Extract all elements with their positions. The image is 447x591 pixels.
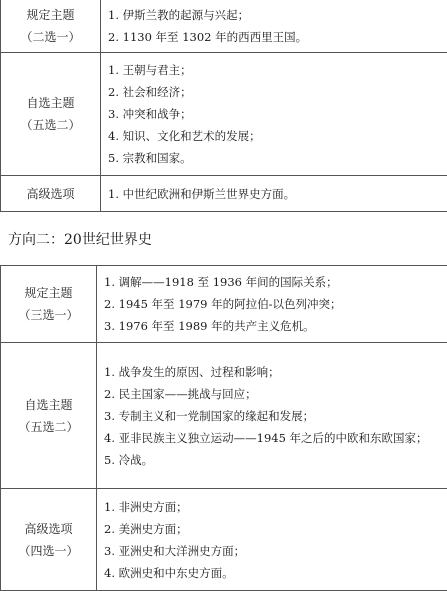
table-row [1,266,447,343]
items-cell [97,266,447,343]
list-item: 2. 美洲史方面； [104,518,447,540]
category-cell [1,176,101,212]
list-item: 1. 非洲史方面； [104,496,447,518]
category-line: （二选一） [1,26,100,48]
list-item: 4. 亚非民族主义独立运动——1945 年之后的中欧和东欧国家； [104,427,447,449]
category-cell [1,53,101,176]
list-item: 2. 1130 年至 1302 年的西西里王国。 [108,26,447,48]
curriculum-table-2 [0,265,447,591]
items-cell [97,489,447,591]
list-item: 5. 宗教和国家。 [108,147,447,169]
list-item: 5. 冷战。 [104,449,447,471]
list-item: 2. 1945 年至 1979 年的阿拉伯-以色列冲突； [104,293,447,315]
list-item: 2. 社会和经济； [108,81,447,103]
category-line: 规定主题 [1,4,100,26]
category-cell [1,0,101,53]
list-item: 3. 1976 年至 1989 年的共产主义危机。 [104,315,447,337]
items-cell [101,0,447,53]
list-item: 1. 战争发生的原因、过程和影响； [104,361,447,383]
category-line: 自选主题 [1,394,96,416]
list-item: 2. 民主国家——挑战与回应； [104,383,447,405]
category-line: （五选二） [1,114,100,136]
category-line: 高级选项 [1,183,100,205]
category-line: （四选一） [1,540,96,562]
category-line: 规定主题 [1,282,96,304]
list-item: 1. 伊斯兰教的起源与兴起； [108,4,447,26]
list-item: 1. 调解——1918 至 1936 年间的国际关系； [104,271,447,293]
list-item: 4. 知识、文化和艺术的发展； [108,125,447,147]
items-cell [97,343,447,489]
list-item: 3. 专制主义和一党制国家的缘起和发展； [104,405,447,427]
list-item: 3. 亚洲史和大洋洲史方面； [104,540,447,562]
list-item: 1. 中世纪欧洲和伊斯兰世界史方面。 [108,183,447,205]
section-heading: 方向二：20世纪世界史 [8,230,152,250]
category-line: （三选一） [1,304,96,326]
items-cell [101,53,447,176]
category-cell [1,266,97,343]
table-row [1,343,447,489]
category-line: 高级选项 [1,518,96,540]
items-cell [101,176,447,212]
table-row [1,176,447,212]
category-cell [1,343,97,489]
category-line: 自选主题 [1,92,100,114]
category-line: （五选二） [1,416,96,438]
curriculum-table-1 [0,0,447,212]
table-row [1,489,447,591]
category-cell [1,489,97,591]
list-item: 4. 欧洲史和中东史方面。 [104,562,447,584]
list-item: 3. 冲突和战争； [108,103,447,125]
table-row [1,0,447,53]
list-item: 1. 王朝与君主； [108,59,447,81]
table-row [1,53,447,176]
